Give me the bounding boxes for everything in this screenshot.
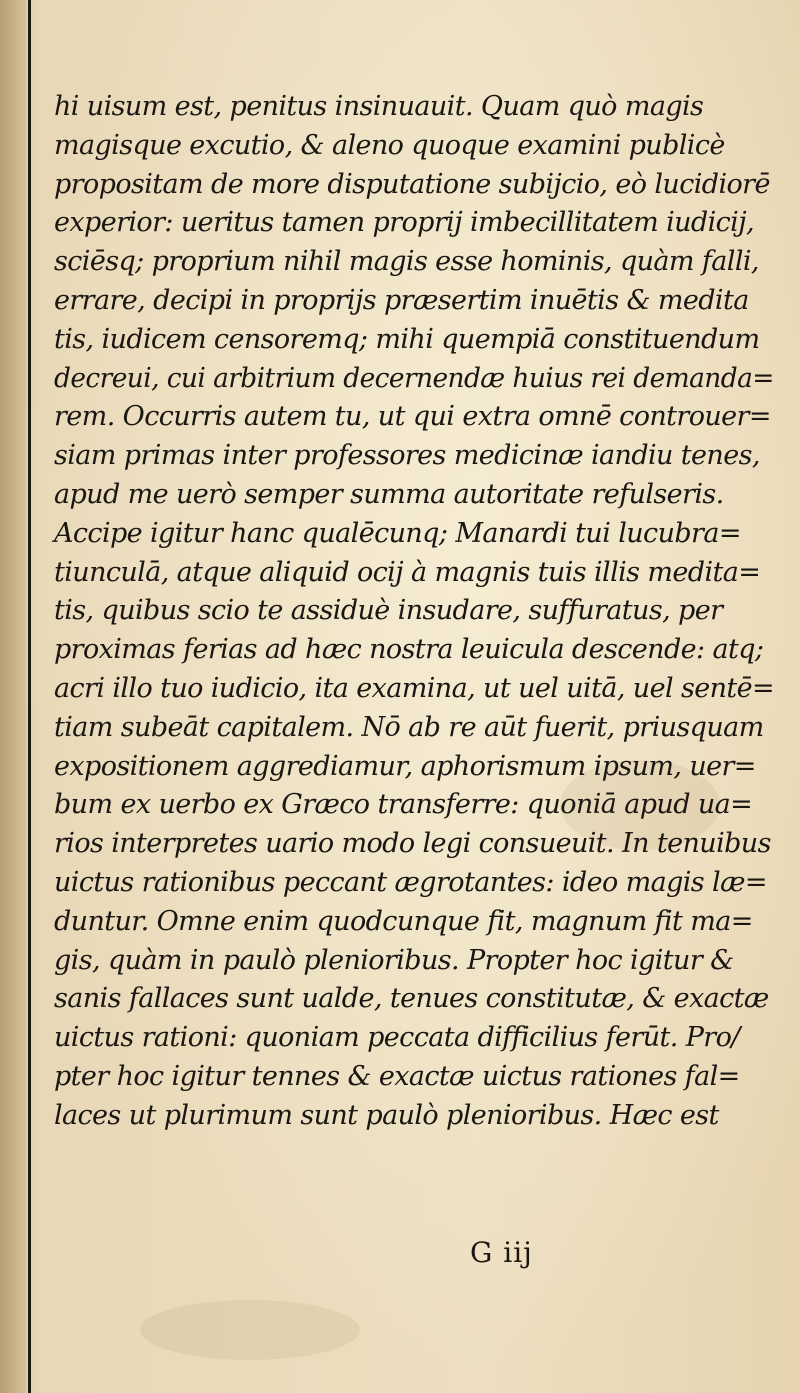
text-line: duntur. Omne enim quodcunque fit, magnum fit ma= bbox=[54, 905, 753, 937]
text-line: expositionem aggrediamur, aphorismum ipsum, uer= bbox=[54, 750, 756, 782]
signature-mark: G iij bbox=[470, 1236, 533, 1269]
text-line: tiam subeāt capitalem. Nō ab re aūt fuerit, priusquam bbox=[54, 711, 764, 743]
text-line: hi uisum est, penitus insinuauit. Quam quò magis bbox=[54, 91, 704, 122]
text-line: siam primas inter professores medicinæ iandiu tenes, bbox=[54, 440, 760, 472]
text-line: tis, quibus scio te assiduè insudare, suffuratus, per bbox=[54, 595, 723, 627]
text-line: decreui, cui arbitrium decernendæ huius rei demanda= bbox=[54, 362, 774, 394]
text-line: pter hoc igitur tennes & exactæ uictus rationes fal= bbox=[54, 1060, 740, 1092]
page-gutter bbox=[0, 0, 26, 1393]
text-line: propositam de more disputatione subijcio, eò lucidiorē bbox=[54, 168, 770, 200]
binding-rule bbox=[28, 0, 31, 1393]
text-line: laces ut plurimum sunt paulò plenioribus. Hæc est bbox=[54, 1099, 719, 1131]
text-line: bum ex uerbo ex Græco transferre: quoniā apud ua= bbox=[54, 789, 753, 821]
text-line: rem. Occurris autem tu, ut qui extra omnē controuer= bbox=[54, 401, 771, 433]
text-line: magisque excutio, & aleno quoque examini publicè bbox=[54, 129, 725, 161]
text-line: tis, iudicem censoremq; mihi quempiā constituendum bbox=[54, 323, 760, 355]
text-line: proximas ferias ad hæc nostra leuicula descende: atq; bbox=[54, 634, 764, 666]
text-line: errare, decipi in proprijs præsertim inuētis & medita bbox=[54, 284, 749, 316]
text-line: tiunculā, atque aliquid ocij à magnis tuis illis medita= bbox=[54, 556, 761, 588]
text-line: Accipe igitur hanc qualēcunq; Manardi tui lucubra= bbox=[54, 517, 741, 549]
text-line: experior: ueritus tamen proprij imbecillitatem iudicij, bbox=[54, 207, 754, 239]
text-line: acri illo tuo iudicio, ita examina, ut uel uitā, uel sentē= bbox=[54, 672, 775, 704]
text-line: gis, quàm in paulò plenioribus. Propter hoc igitur & bbox=[54, 944, 734, 976]
text-line: apud me uerò semper summa autoritate refulseris. bbox=[54, 478, 724, 510]
text-line: rios interpretes uario modo legi consueuit. In tenuibus bbox=[54, 828, 771, 860]
text-line: uictus rationi: quoniam peccata difficilius ferūt. Pro/ bbox=[54, 1022, 740, 1054]
text-line: sanis fallaces sunt ualde, tenues constitutæ, & exactæ bbox=[54, 983, 769, 1015]
text-line: uictus rationibus peccant ægrotantes: ideo magis læ= bbox=[54, 866, 767, 898]
body-text bbox=[54, 88, 774, 1136]
paper-stain bbox=[140, 1300, 360, 1360]
text-line: sciēsq; proprium nihil magis esse hominis, quàm falli, bbox=[54, 246, 759, 278]
